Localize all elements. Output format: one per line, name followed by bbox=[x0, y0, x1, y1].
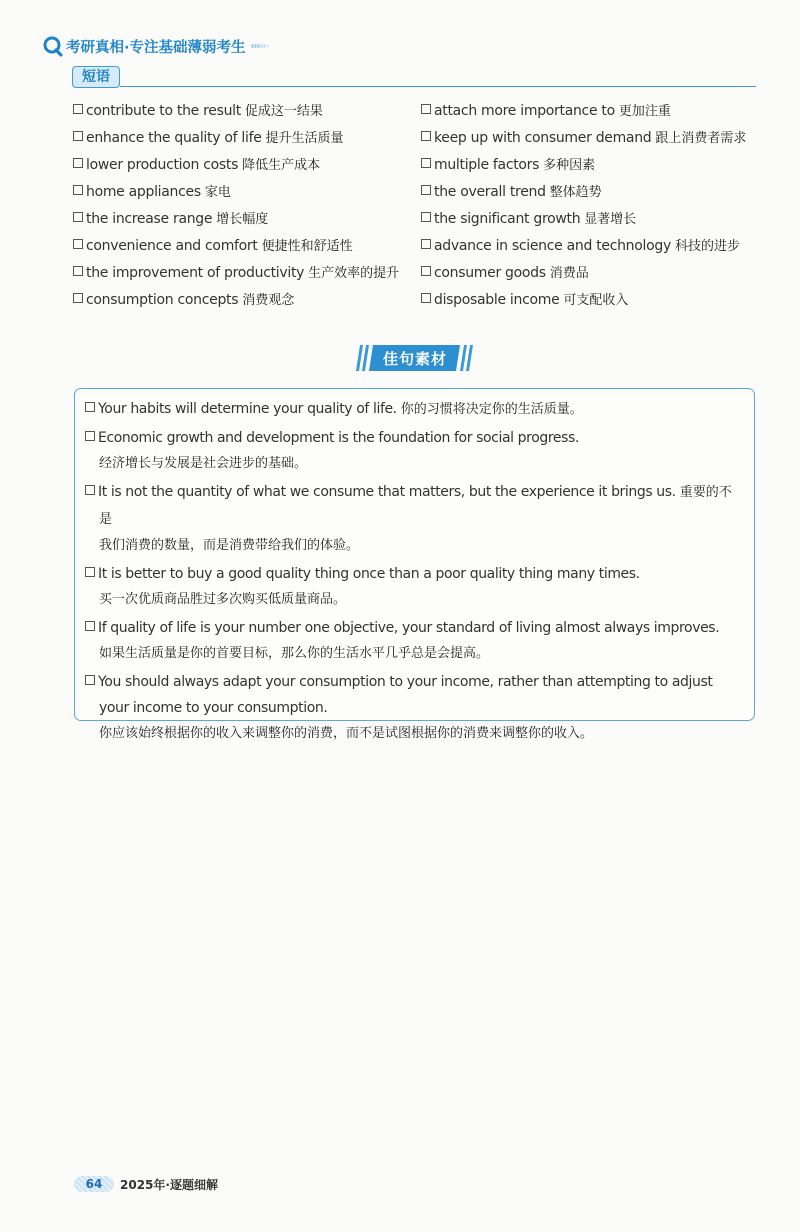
checkbox-icon bbox=[73, 266, 83, 276]
sentence-item: You should always adapt your consumption to your income, rather than attempting to adjust your income to your consumption. 你应该始终根据你的收入来调整你的消费，而不是试图根据你的消费来调整你的收入。 bbox=[85, 669, 744, 747]
sentence-item: It is not the quantity of what we consume that matters, but the experience it brings us. 重要的不是 我们消费的数量，而是消费带给我们的体验。 bbox=[85, 479, 744, 559]
sentence-item: Economic growth and development is the foundation for social progress. 经济增长与发展是社会进步的基础。 bbox=[85, 425, 744, 477]
phrase-item: keep up with consumer demand 跟上消费者需求 bbox=[421, 125, 773, 152]
checkbox-icon bbox=[85, 621, 95, 631]
checkbox-icon bbox=[73, 293, 83, 303]
phrase-item: disposable income 可支配收入 bbox=[421, 287, 773, 314]
checkbox-icon bbox=[421, 131, 431, 141]
checkbox-icon bbox=[73, 158, 83, 168]
phrases-label: 短语 bbox=[72, 66, 120, 88]
phrase-item: home appliances 家电 bbox=[73, 179, 421, 206]
phrase-item: the significant growth 显著增长 bbox=[421, 206, 773, 233]
header-arrows-icon: ›››››› bbox=[250, 40, 269, 52]
phrases-list bbox=[73, 98, 773, 314]
phrase-item: multiple factors 多种因素 bbox=[421, 152, 773, 179]
checkbox-icon bbox=[73, 131, 83, 141]
phrase-item: the overall trend 整体趋势 bbox=[421, 179, 773, 206]
phrases-divider bbox=[120, 86, 756, 87]
checkbox-icon bbox=[73, 185, 83, 195]
phrase-item: consumer goods 消费品 bbox=[421, 260, 773, 287]
checkbox-icon bbox=[421, 104, 431, 114]
page-header bbox=[42, 34, 269, 58]
sentence-item: If quality of life is your number one objective, your standard of living almost always improves. 如果生活质量是你的首要目标，那么你的生活水平几乎总是会提高。 bbox=[85, 615, 744, 667]
checkbox-icon bbox=[421, 185, 431, 195]
checkbox-icon bbox=[73, 212, 83, 222]
sentence-item: It is better to buy a good quality thing once than a poor quality thing many times. 买一次优质商品胜过多次购买低质量商品。 bbox=[85, 561, 744, 613]
checkbox-icon bbox=[421, 158, 431, 168]
page-number: 64 bbox=[74, 1176, 114, 1192]
phrase-item: contribute to the result 促成这一结果 bbox=[73, 98, 421, 125]
page-footer bbox=[74, 1174, 218, 1194]
sentences-box bbox=[74, 388, 755, 741]
checkbox-icon bbox=[73, 239, 83, 249]
checkbox-icon bbox=[85, 402, 95, 412]
phrase-item: the increase range 增长幅度 bbox=[73, 206, 421, 233]
checkbox-icon bbox=[421, 293, 431, 303]
phrase-item: lower production costs 降低生产成本 bbox=[73, 152, 421, 179]
sentences-title: 佳句素材 bbox=[382, 349, 447, 368]
checkbox-icon bbox=[85, 485, 95, 495]
checkbox-icon bbox=[85, 675, 95, 685]
footer-title: 2025年·逐题细解 bbox=[120, 1177, 218, 1192]
phrase-item: enhance the quality of life 提升生活质量 bbox=[73, 125, 421, 152]
checkbox-icon bbox=[421, 212, 431, 222]
phrase-item: attach more importance to 更加注重 bbox=[421, 98, 773, 125]
checkbox-icon bbox=[73, 104, 83, 114]
phrase-item: convenience and comfort 便捷性和舒适性 bbox=[73, 233, 421, 260]
checkbox-icon bbox=[85, 431, 95, 441]
checkbox-icon bbox=[421, 239, 431, 249]
sentences-heading bbox=[356, 345, 474, 371]
sentence-item: Your habits will determine your quality of life. 你的习惯将决定你的生活质量。 bbox=[85, 396, 744, 423]
phrase-item: the improvement of productivity 生产效率的提升 bbox=[73, 260, 421, 287]
phrase-item: consumption concepts 消费观念 bbox=[73, 287, 421, 314]
phrase-item: advance in science and technology 科技的进步 bbox=[421, 233, 773, 260]
checkbox-icon bbox=[85, 567, 95, 577]
header-title: 考研真相·专注基础薄弱考生 bbox=[66, 39, 246, 56]
phrases-heading bbox=[72, 66, 756, 88]
search-logo-icon bbox=[42, 35, 64, 57]
checkbox-icon bbox=[421, 266, 431, 276]
